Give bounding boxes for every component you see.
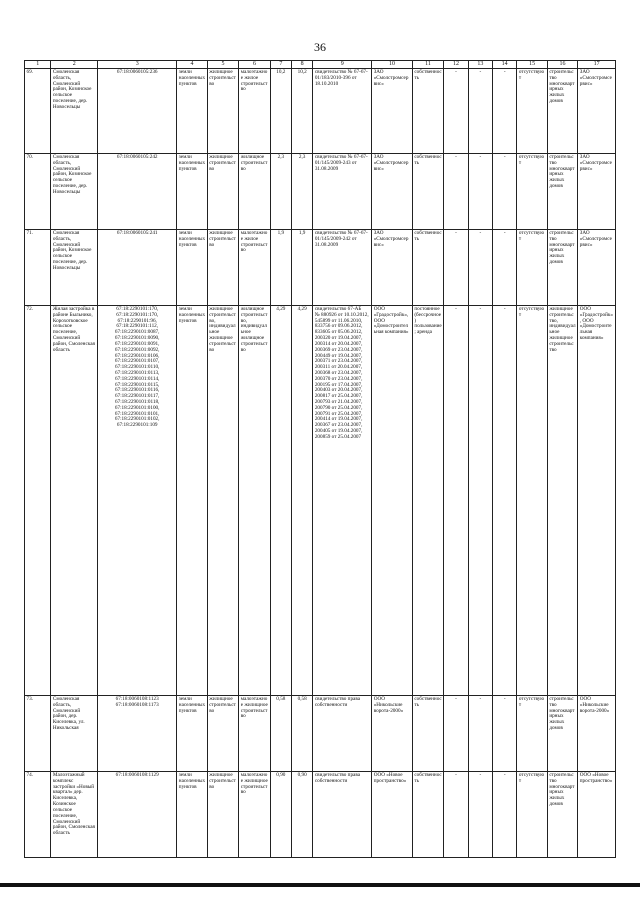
column-number: 6 (239, 61, 270, 69)
cadastral-number-cell: 67:18:0060105:236 (98, 69, 177, 154)
column-number: 2 (51, 61, 98, 69)
right-type-cell: постоянное (бессрочное) пользование; аренда (412, 306, 443, 696)
column-number: 15 (517, 61, 547, 69)
location-cell: Смоленская область, Смоленский район, Козинское сельское поселение, дер. Новосельцы (51, 69, 98, 154)
developer-cell: ЗАО «Смолстромсервис» (578, 69, 616, 154)
empty-cell: - (444, 154, 468, 230)
table-row (25, 696, 616, 772)
row-number: 69. (25, 69, 51, 154)
area-cell: 0,90 (270, 772, 291, 858)
right-type-cell: собственность (412, 230, 443, 306)
permitted-use-cell: жилищное строительство (207, 69, 238, 154)
column-number: 4 (177, 61, 207, 69)
developer-cell: ООО «Градостройк», ООО «Домостроительная компания» (578, 306, 616, 696)
title-document-cell: свидетельство № 67-67-01/145/2009-242 от 31.08.2009 (313, 230, 372, 306)
location-cell: Смоленская область, Смоленский район, Козинское сельское поселение, дер. Новосельцы (51, 230, 98, 306)
column-number: 17 (578, 61, 616, 69)
area-cell: 1,9 (270, 230, 291, 306)
column-number: 9 (313, 61, 372, 69)
encumbrance-cell: отсутствуют (517, 69, 547, 154)
land-category-cell: земли населенных пунктов (177, 154, 207, 230)
area-cell: 4,29 (270, 306, 291, 696)
empty-cell: - (444, 306, 468, 696)
developer-cell: ЗАО «Смолстромсервис» (578, 230, 616, 306)
area-cell: 0,90 (292, 772, 313, 858)
location-cell: Малоэтажный комплекс застройки «Новый квартал» дер. Киселевка, Козинское сельское поселение, Смоленский район, Смоленская область (51, 772, 98, 858)
table-row (25, 772, 616, 858)
bottom-rule (0, 883, 640, 887)
table-row (25, 154, 616, 230)
page-number: 36 (314, 40, 326, 54)
area-cell: 2,3 (270, 154, 291, 230)
area-cell: 4,29 (292, 306, 313, 696)
column-number: 5 (207, 61, 238, 69)
column-number: 13 (468, 61, 492, 69)
area-cell: 0,58 (270, 696, 291, 772)
title-document-cell: свидетельство права собственности (313, 696, 372, 772)
purpose-cell: жилищное строительство, индивидуальное жилищное строительство (239, 306, 270, 696)
owner-cell: ООО «Градостройк», ООО «Домостроительная компания» (372, 306, 413, 696)
empty-cell: - (493, 306, 517, 696)
row-number: 72. (25, 306, 51, 696)
row-number: 71. (25, 230, 51, 306)
developer-cell: ООО «Никольские ворота-2000» (578, 696, 616, 772)
purpose-cell: малоэтажное жилое строительство (239, 69, 270, 154)
land-category-cell: земли населенных пунктов (177, 306, 207, 696)
column-number: 3 (98, 61, 177, 69)
owner-cell: ЗАО «Смолстромсервис» (372, 69, 413, 154)
owner-cell: ЗАО «Смолстромсервис» (372, 154, 413, 230)
owner-cell: ООО «Никольские ворота-2000» (372, 696, 413, 772)
empty-cell: - (468, 154, 492, 230)
column-number: 8 (292, 61, 313, 69)
location-cell: Смоленская область, Смоленский район, Козинское сельское поселение, дер. Новосельцы (51, 154, 98, 230)
empty-cell: - (493, 772, 517, 858)
empty-cell: - (468, 696, 492, 772)
land-category-cell: земли населенных пунктов (177, 696, 207, 772)
empty-cell: - (468, 69, 492, 154)
empty-cell: - (493, 154, 517, 230)
encumbrance-cell: отсутствуют (517, 154, 547, 230)
land-category-cell: земли населенных пунктов (177, 772, 207, 858)
column-number-row (25, 61, 616, 69)
permitted-use-cell: жилищное строительство (207, 154, 238, 230)
empty-cell: - (493, 230, 517, 306)
table-row (25, 230, 616, 306)
area-cell: 0,58 (292, 696, 313, 772)
land-category-cell: земли населенных пунктов (177, 69, 207, 154)
column-number: 12 (444, 61, 468, 69)
area-cell: 10,2 (270, 69, 291, 154)
empty-cell: - (493, 696, 517, 772)
right-type-cell: собственность (412, 772, 443, 858)
planned-use-cell: строительство многоквартирных жилых домов (547, 696, 577, 772)
encumbrance-cell: отсутствуют (517, 230, 547, 306)
area-cell: 2,3 (292, 154, 313, 230)
title-document-cell: свидетельство № 67-67-01/145/2009-243 от 31.08.2009 (313, 154, 372, 230)
location-cell: Смоленская область, Смоленский район, дер. Киселевка, ул. Никольская (51, 696, 98, 772)
empty-cell: - (444, 696, 468, 772)
planned-use-cell: строительство многоквартирных жилых домов (547, 772, 577, 858)
purpose-cell: жилищное строительство (239, 154, 270, 230)
right-type-cell: собственность (412, 69, 443, 154)
empty-cell: - (444, 69, 468, 154)
row-number: 70. (25, 154, 51, 230)
column-number: 16 (547, 61, 577, 69)
planned-use-cell: жилищное строительство, индивидуальное жилищное строительство (547, 306, 577, 696)
right-type-cell: собственность (412, 154, 443, 230)
table-row (25, 306, 616, 696)
cadastral-number-cell: 67:18:0060108:1123 67:18:0060108:1173 (98, 696, 177, 772)
column-number: 1 (25, 61, 51, 69)
column-number: 10 (372, 61, 413, 69)
cadastral-number-cell: 67:18:2290101:170, 67:18:2290101:170, 67:18:2290101:96, 67:18:2290101:112, 67:18:2290101:0087, 67:18:2290101:0090, 67:18:2290101:0091, 67:18:2290101:0092, 67:18:2290101:0106, 67:18:2290101:0107, 67:18:2290101:0110, 67:18:2290101:0113, 67:18:2290101:0114, 67:18:2290101:0115, 67:18:2290101:0116, 67:18:2290101:0117, 67:18:2290101:0118, 67:18:2290101:0100, 67:18:2290101:0101, 67:18:2290101:0102, 67:18:2290101:109 (98, 306, 177, 696)
developer-cell: ООО «Новое пространство» (578, 772, 616, 858)
title-document-cell: свидетельство 67-АБ № 880926 от 10.10.2012, 545899 от 11.06.2010, 833756 от 09.06.2012, 833605 от 05.06.2012, 200320 от 19.04.2007, 200314 от 20.04.2007, 200369 от 23.04.2007, 200449 от 19.04.2007, 200371 от 23.04.2007, 200311 от 20.04.2007, 200368 от 23.04.2007, 200370 от 23.04.2007, 200195 от 17.04.2007, 200403 от 20.04.2007, 200817 от 25.04.2007, 200793 от 21.04.2007, 200790 от 25.04.2007, 200791 от 25.04.2007, 200414 от 19.04.2007, 200367 от 23.04.2007, 200405 от 19.04.2007, 200859 от 25.04.2007 (313, 306, 372, 696)
area-cell: 1,9 (292, 230, 313, 306)
owner-cell: ООО «Новое пространство» (372, 772, 413, 858)
empty-cell: - (444, 772, 468, 858)
right-type-cell: собственность (412, 696, 443, 772)
permitted-use-cell: жилищное строительство (207, 772, 238, 858)
column-number: 14 (493, 61, 517, 69)
empty-cell: - (493, 69, 517, 154)
land-category-cell: земли населенных пунктов (177, 230, 207, 306)
empty-cell: - (468, 230, 492, 306)
planned-use-cell: строительство многоквартирных жилых домов (547, 154, 577, 230)
encumbrance-cell: отсутствуют (517, 696, 547, 772)
cadastral-number-cell: 67:18:0060105:241 (98, 230, 177, 306)
developer-cell: ЗАО «Смолстромсервис» (578, 154, 616, 230)
encumbrance-cell: отсутствуют (517, 772, 547, 858)
empty-cell: - (444, 230, 468, 306)
column-number: 7 (270, 61, 291, 69)
area-cell: 10,2 (292, 69, 313, 154)
purpose-cell: малоэтажное жилищное строительство (239, 696, 270, 772)
table-row (25, 69, 616, 154)
title-document-cell: свидетельство права собственности (313, 772, 372, 858)
encumbrance-cell: отсутствуют (517, 306, 547, 696)
purpose-cell: малоэтажное жилищное строительство (239, 772, 270, 858)
location-cell: Жилая застройка в районе Быльнико, Корохотковское сельское поселение, Смоленский район, Смоленская область (51, 306, 98, 696)
permitted-use-cell: жилищное строительство (207, 696, 238, 772)
column-number: 11 (412, 61, 443, 69)
permitted-use-cell: жилищное строительство (207, 230, 238, 306)
empty-cell: - (468, 306, 492, 696)
cadastral-number-cell: 67:18:0060105:242 (98, 154, 177, 230)
permitted-use-cell: жилищное строительство, индивидуальное жилищное строительство (207, 306, 238, 696)
owner-cell: ЗАО «Смолстромсервис» (372, 230, 413, 306)
title-document-cell: свидетельство № 67-67-01/183/2010-396 от 18.10.2010 (313, 69, 372, 154)
planned-use-cell: строительство многоквартирных жилых домов (547, 69, 577, 154)
land-register-table (24, 60, 616, 858)
cadastral-number-cell: 67:18:0060108:1129 (98, 772, 177, 858)
purpose-cell: малоэтажное жилое строительство (239, 230, 270, 306)
row-number: 73. (25, 696, 51, 772)
empty-cell: - (468, 772, 492, 858)
row-number: 74. (25, 772, 51, 858)
planned-use-cell: строительство многоквартирных жилых домов (547, 230, 577, 306)
